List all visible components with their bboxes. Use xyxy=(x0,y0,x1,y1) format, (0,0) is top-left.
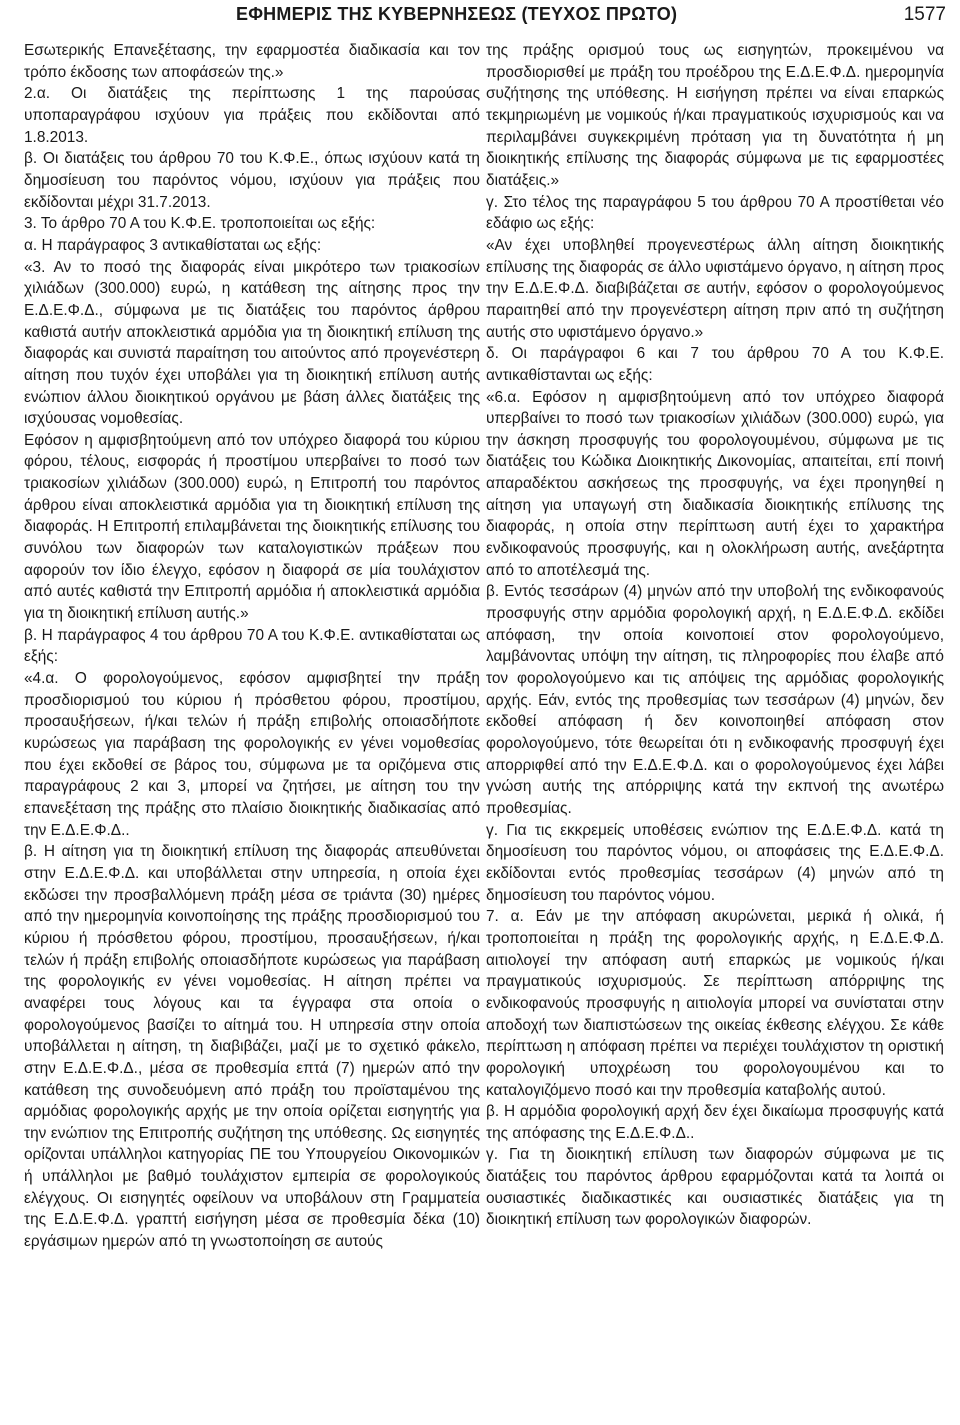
paragraph: της πράξης ορισμού τους ως εισηγητών, προκειμένου να προσδιορισθεί με πράξη του προέδρου της Ε.Δ.Ε.Φ.Δ. ημερομηνία συζήτησης της υπόθεσης. Η εισήγηση πρέπει να είναι επαρκώς τεκμηριωμένη με νομικούς ή/και πραγματικούς ισχυρισμούς και να περιλαμβάνει συγκεκριμένη πρόταση για τη δυνατότητα ή μη διοικητικής επίλυσης της διαφοράς σύμφωνα με τις εφαρμοστέες διατάξεις.» xyxy=(486,42,944,189)
paragraph: β. Η αρμόδια φορολογική αρχή δεν έχει δικαίωμα προσφυγής κατά της απόφασης της Ε.Δ.Ε.Φ.Δ.. xyxy=(486,1103,944,1142)
left-column xyxy=(24,40,480,1253)
paragraph: γ. Για τη διοικητική επίλυση των διαφορών σύμφωνα με τις διατάξεις του παρόντος άρθρου εφαρμόζονται κατά τα λοιπά οι ουσιαστικές διαδικαστικές και ουσιαστικές διατάξεις για τη διοικητική επίλυση των φορολογικών διαφορών. xyxy=(486,1146,944,1229)
paragraph: α. Η παράγραφος 3 αντικαθίσταται ως εξής: xyxy=(24,236,322,254)
paragraph: 7. α. Εάν με την απόφαση ακυρώνεται, μερικά ή ολικά, ή τροποποιείται η πράξη της φορολογικής αρχής, η Ε.Δ.Ε.Φ.Δ. αιτιολογεί την απόφαση αυτή επαρκώς με νομικούς ή/και πραγματικούς ισχυρισμούς. Σε περίπτωση απόρριψης της ενδικοφανούς προσφυγής η αιτιολογία μπορεί να συνίσταται στην αποδοχή των διαπιστώσεων της οικείας έκθεσης ελέγχου. Σε κάθε περίπτωση η απόφαση πρέπει να περιέχει τουλάχιστον τη οριστική φορολογική υποχρέωση του φορολογουμένου και το καταλογιζόμενο ποσό και την προθεσμία καταβολής αυτού. xyxy=(486,908,944,1099)
paragraph: Εφόσον η αμφισβητούμενη από τον υπόχρεο διαφορά του κύριου φόρου, τέλους, εισφοράς ή προστίμου υπερβαίνει το ποσό των τριακοσίων χιλιάδων (300.000) ευρώ, η Επιτροπή του παρόντος άρθρου είναι αποκλειστικά αρμόδια για τη διοικητική επίλυση της διαφοράς. Η Επιτροπή επιλαμβάνεται της διοικητικής επίλυσης του συνόλου των διαφορών των καταλογιστικών πράξεων που αφορούν τον ίδιο έλεγχο, εφόσον η διαφορά σε μία τουλάχιστον από αυτές καθιστά την Επιτροπή αρμόδια ή αποκλειστικά αρμόδια για τη διοικητική επίλυση αυτής.» xyxy=(24,431,480,623)
paragraph: 2.α. Οι διατάξεις της περίπτωσης 1 της παρούσας υποπαραγράφου ισχύουν για πράξεις που εκδίδονται από 1.8.2013. xyxy=(24,85,480,146)
paragraph: δ. Οι παράγραφοι 6 και 7 του άρθρου 70 Α του Κ.Φ.Ε. αντικαθίστανται ως εξής: xyxy=(486,345,944,384)
gazette-title: ΕΦΗΜΕΡΙΣ ΤΗΣ ΚΥΒΕΡΝΗΣΕΩΣ (ΤΕΥΧΟΣ ΠΡΩΤΟ) xyxy=(236,4,678,24)
page-header xyxy=(236,4,946,30)
right-column xyxy=(486,40,944,1231)
paragraph: β. Η αίτηση για τη διοικητική επίλυση της διαφοράς απευθύνεται στην Ε.Δ.Ε.Φ.Δ. και υποβάλλεται στην υπηρεσία, η οποία έχει εκδώσει την προσβαλλόμενη πράξη μέσα σε τριάντα (30) ημέρες από την ημερομηνία κοινοποίησης της πράξης προσδιορισμού του κύριου ή πρόσθετου φόρου, προστίμου, προσαυξήσεων, ή/και τελών ή πράξη επιβολής οποιασδήποτε κυρώσεως για παράβαση της φορολογικής εν γένει νομοθεσίας. Η αίτηση πρέπει να αναφέρει τους λόγους και τα έγγραφα στα οποία ο φορολογούμενος βασίζει το αίτημά του. Η υπηρεσία στην οποία υποβάλλεται η αίτηση, τη διαβιβάζει, μαζί με το σχετικό φάκελο, στην Ε.Δ.Ε.Φ.Δ., μέσα σε προθεσμία επτά (7) ημερών από την κατάθεση της συνοδευόμενη από πράξη του προϊσταμένου της αρμόδιας φορολογικής αρχής με την οποία ορίζεται εισηγητής για την ενώπιον της Επιτροπής συζήτηση της υπόθεσης. Ως εισηγητές ορίζονται υπάλληλοι κατηγορίας ΠΕ του Υπουργείου Οικονομικών ή υπάλληλοι με βαθμό τουλάχιστον εμπειρία σε φορολογικούς ελέγχους. Οι εισηγητές οφείλουν να υποβάλουν στη Γραμματεία της Ε.Δ.Ε.Φ.Δ. γραπτή εισήγηση μέσα σε προθεσμία δέκα (10) εργάσιμων ημερών από τη γνωστοποίηση σε αυτούς xyxy=(24,843,480,1251)
paragraph: «4.α. Ο φορολογούμενος, εφόσον αμφισβητεί την πράξη προσδιορισμού του κύριου ή πρόσθετου φόρου, προστίμου, προσαυξήσεων, ή/και τελών ή πράξη επιβολής οποιασδήποτε κυρώσεως για παράβαση της φορολογικής εν γένει νομοθεσίας που έχει εκδοθεί σε βάρος του, σύμφωνα με τα οριζόμενα στις παραγράφους 2 και 3, μπορεί να ζητήσει, με αίτηση του την επανεξέταση της πράξης στο πλαίσιο διοικητικής διαδικασίας από την Ε.Δ.Ε.Φ.Δ.. xyxy=(24,670,480,839)
paragraph: β. Η παράγραφος 4 του άρθρου 70 Α του Κ.Φ.Ε. αντικαθίσταται ως εξής: xyxy=(24,626,480,666)
paragraph: «6.α. Εφόσον η αμφισβητούμενη από τον υπόχρεο διαφορά υπερβαίνει το ποσό των τριακοσίων χιλιάδων (300.000) ευρώ, για την άσκηση προσφυγής του φορολογουμένου, σύμφωνα με τις διατάξεις του Κώδικα Διοικητικής Δικονομίας, απαιτείται, επί ποινή απαραδέκτου ασκήσεως της προσφυγής, να έχει προηγηθεί η αίτηση για υπαγωγή στη διαδικασία διοικητικής επίλυσης της διαφοράς, η οποία στην περίπτωση αυτή έχει το χαρακτήρα ενδικοφανούς προσφυγής, και η ολοκλήρωση αυτής, ανεξάρτητα από το αποτέλεσμά της. xyxy=(486,388,944,579)
paragraph: Εσωτερικής Επανεξέτασης, την εφαρμοστέα διαδικασία και τον τρόπο έκδοσης των αποφάσεών της.» xyxy=(24,42,480,81)
paragraph: «Αν έχει υποβληθεί προγενεστέρως άλλη αίτηση διοικητικής επίλυσης της διαφοράς σε άλλο υφιστάμενο όργανο, η αίτηση προς την Ε.Δ.Ε.Φ.Δ. διαβιβάζεται σε αυτήν, εφόσον ο φορολογούμενος παραιτηθεί από την προγενέστερη αίτηση πριν από τη συζήτηση αυτής στο υφιστάμενο όργανο.» xyxy=(486,236,944,341)
paragraph: 3. Το άρθρο 70 Α του Κ.Φ.Ε. τροποποιείται ως εξής: xyxy=(24,215,376,233)
paragraph: β. Οι διατάξεις του άρθρου 70 του Κ.Φ.Ε., όπως ισχύουν κατά τη δημοσίευση του παρόντος νόμου, ισχύουν για πράξεις που εκδίδονται μέχρι 31.7.2013. xyxy=(24,150,480,211)
paragraph: «3. Αν το ποσό της διαφοράς είναι μικρότερο των τριακοσίων χιλιάδων (300.000) ευρώ, η κατάθεση της αίτησης προς την Ε.Δ.Ε.Φ.Δ., σύμφωνα με τις διατάξεις του παρόντος άρθρου καθιστά αυτήν αποκλειστικά αρμόδια για τη διοικητική επίλυση της διαφοράς και συνιστά παραίτηση του αιτούντος από προγενέστερη αίτηση που τυχόν έχει υποβάλει για τη διοικητική επίλυση αυτής ενώπιον άλλου διοικητικού οργάνου με βάση άλλες διατάξεις της ισχύουσας νομοθεσίας. xyxy=(24,258,480,428)
paragraph: γ. Στο τέλος της παραγράφου 5 του άρθρου 70 Α προστίθεται νέο εδάφιο ως εξής: xyxy=(486,193,944,233)
paragraph: γ. Για τις εκκρεμείς υποθέσεις ενώπιον της Ε.Δ.Ε.Φ.Δ. κατά τη δημοσίευση του παρόντος νόμου, οι αποφάσεις της Ε.Δ.Ε.Φ.Δ. εκδίδονται εντός προθεσμίας τεσσάρων (4) μηνών από τη δημοσίευση του παρόντος νόμου. xyxy=(486,821,944,904)
paragraph: β. Εντός τεσσάρων (4) μηνών από την υποβολή της ενδικοφανούς προσφυγής στην αρμόδια φορολογική αρχή, η Ε.Δ.Ε.Φ.Δ. εκδίδει απόφαση, την οποία κοινοποιεί στον φορολογούμενο, λαμβάνοντας υπόψη την αίτηση, τις πληροφορίες που έλαβε από τον φορολογούμενο και τις απόψεις της αρμόδιας φορολογικής αρχής. Εάν, εντός της προθεσμίας των τεσσάρων (4) μηνών, δεν εκδοθεί απόφαση ή δεν κοινοποιηθεί απόφαση στον φορολογούμενο, τότε θεωρείται ότι η ενδικοφανής προσφυγή έχει απορριφθεί από την Ε.Δ.Ε.Φ.Δ. και ο φορολογούμενος έχει λάβει γνώση αυτής της απόρριψης κατά την εκπνοή της ανωτέρω προθεσμίας. xyxy=(486,583,944,817)
page-number: 1577 xyxy=(903,4,946,25)
